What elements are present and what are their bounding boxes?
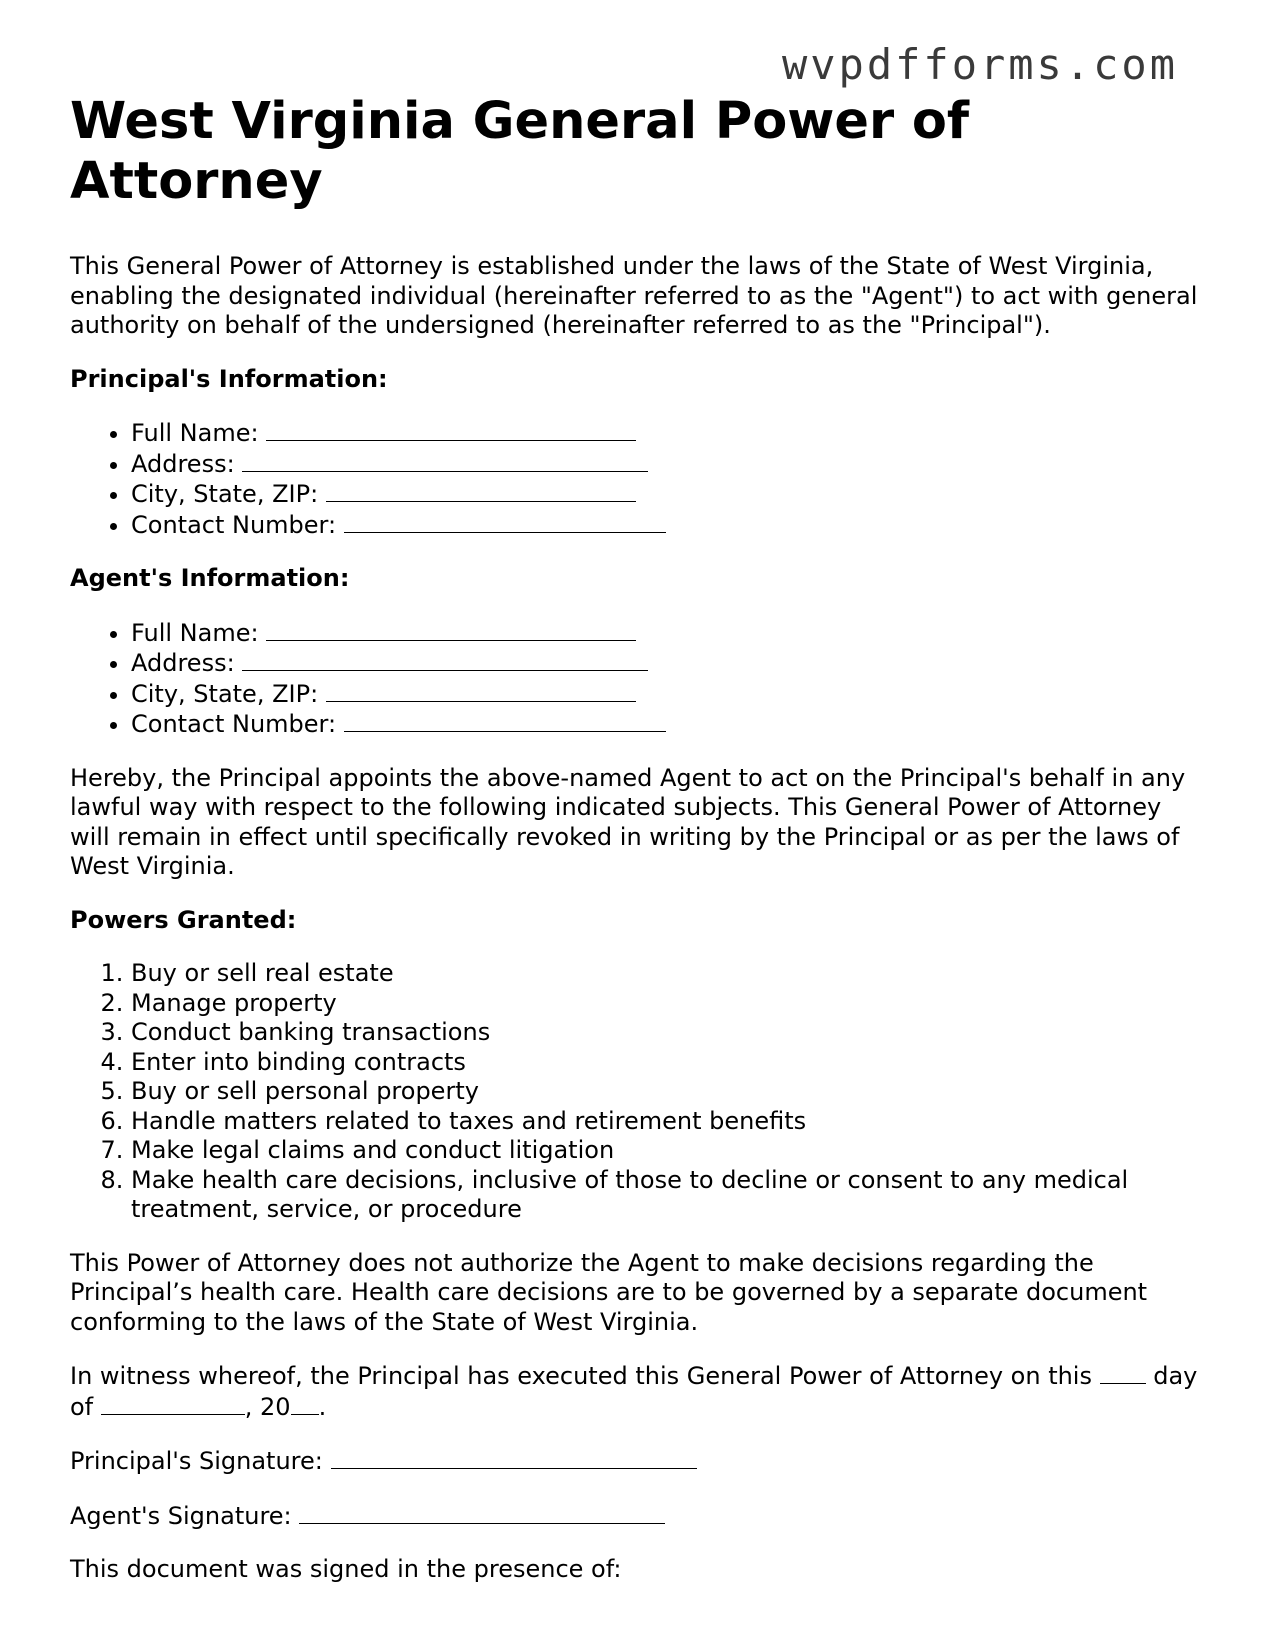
power-item: 1. Buy or sell real estate xyxy=(131,959,1200,989)
agent-info-list xyxy=(70,618,1200,740)
agent-address-blank[interactable] xyxy=(242,648,648,671)
power-item: 5. Buy or sell personal property xyxy=(131,1077,1200,1107)
principal-city-state-zip-blank[interactable] xyxy=(326,479,636,502)
power-item: 6. Handle matters related to taxes and retirement benefits xyxy=(131,1107,1200,1137)
witness-paragraph: In witness whereof, the Principal has executed this General Power of Attorney on this day of , 20 . xyxy=(70,1362,1198,1421)
power-item: 8. Make health care decisions, inclusive of those to decline or consent to any medical treatment, service, or procedure xyxy=(131,1166,1200,1225)
document-page xyxy=(70,92,1200,1585)
witness-year-blank[interactable] xyxy=(291,1392,319,1415)
principal-address-blank[interactable] xyxy=(242,449,648,472)
watermark: wvpdfforms.com xyxy=(781,40,1178,89)
principal-contact-number-blank[interactable] xyxy=(344,510,666,533)
agent-info-heading: Agent's Information: xyxy=(70,564,350,592)
presence-statement: This document was signed in the presence of: xyxy=(70,1555,622,1583)
agent-full-name-blank[interactable] xyxy=(266,618,636,641)
health-care-note: This Power of Attorney does not authorize the Agent to make decisions regarding the Principal’s health care. Health care decisions are to be governed by a separate document conforming to the laws of the State of West Virginia. xyxy=(70,1248,1148,1336)
principal-full-name-blank[interactable] xyxy=(266,418,636,441)
powers-granted-list xyxy=(70,959,1200,1225)
appointment-paragraph: Hereby, the Principal appoints the above-named Agent to act on the Principal's behalf in any lawful way with respect to the following indicated subjects. This General Power of Attorney will remain in effect until specifically revoked in writing by the Principal or as per the laws of West Virginia. xyxy=(70,763,1186,880)
powers-granted-heading: Powers Granted: xyxy=(70,905,297,934)
principal-contact-number-field: • Contact Number: xyxy=(131,510,1200,541)
principal-info-heading: Principal's Information: xyxy=(70,364,388,393)
agent-city-state-zip-blank[interactable] xyxy=(326,679,636,702)
power-item: 2. Manage property xyxy=(131,989,1200,1019)
power-item: 3. Conduct banking transactions xyxy=(131,1018,1200,1048)
principal-signature-blank[interactable] xyxy=(331,1446,697,1469)
agent-address-field: • Address: xyxy=(131,648,1200,679)
power-item: 4. Enter into binding contracts xyxy=(131,1048,1200,1078)
document-title: West Virginia General Power of Attorney xyxy=(70,92,970,211)
agent-contact-number-field: • Contact Number: xyxy=(131,709,1200,740)
power-item: 7. Make legal claims and conduct litigation xyxy=(131,1136,1200,1166)
principal-signature-line: Principal's Signature: xyxy=(70,1446,1200,1477)
agent-signature-line: Agent's Signature: xyxy=(70,1501,1200,1532)
principal-city-state-zip-field: • City, State, ZIP: xyxy=(131,479,1200,510)
witness-month-blank[interactable] xyxy=(101,1392,245,1415)
agent-city-state-zip-field: • City, State, ZIP: xyxy=(131,679,1200,710)
principal-info-list xyxy=(70,418,1200,540)
agent-full-name-field: • Full Name: xyxy=(131,618,1200,649)
principal-address-field: • Address: xyxy=(131,449,1200,480)
agent-signature-blank[interactable] xyxy=(299,1501,665,1524)
witness-day-blank[interactable] xyxy=(1100,1361,1146,1384)
intro-paragraph: This General Power of Attorney is established under the laws of the State of West Virginia, enabling the designated individual (hereinafter referred to as the "Agent") to act with general authority on behalf of the undersigned (hereinafter referred to as the "Principal"). xyxy=(70,252,1198,339)
agent-contact-number-blank[interactable] xyxy=(344,709,666,732)
principal-full-name-field: • Full Name: xyxy=(131,418,1200,449)
